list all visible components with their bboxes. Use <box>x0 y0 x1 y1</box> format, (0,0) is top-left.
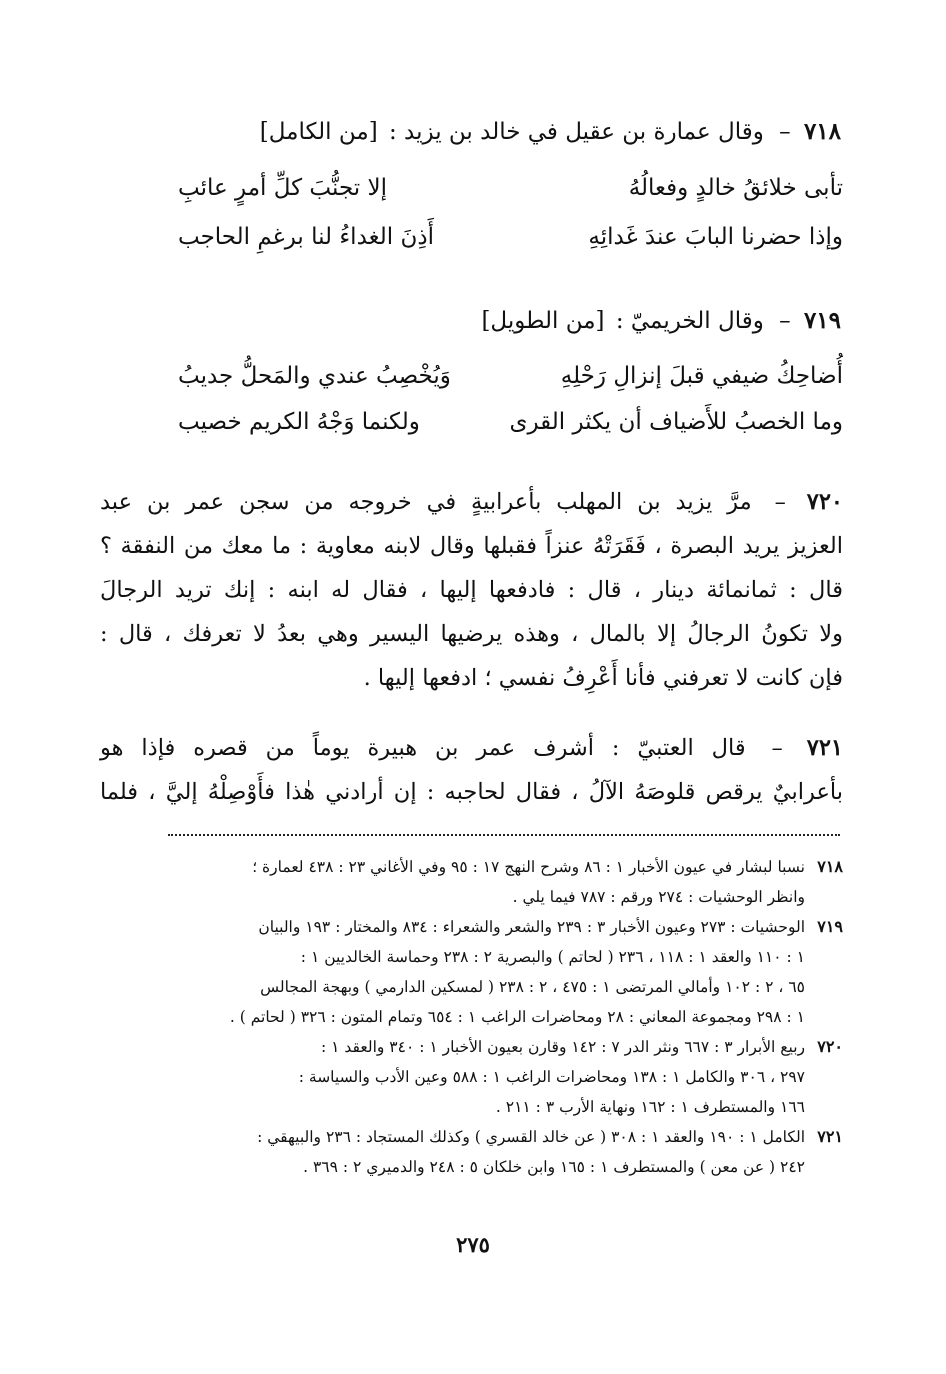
footnote-line: ١ : ٢٩٨ ومجموعة المعاني : ٢٨ ومحاضرات الراغب ١ : ٦٥٤ وتمام المتون : ٣٢٦ ( لحاتم ) . <box>229 1008 805 1026</box>
entry-number: ٧٢١ <box>806 735 843 761</box>
prose-line: فإن كانت لا تعرفني فأنا أَعْرِفُ نفسي ؛ ادفعها إليها . <box>363 665 843 691</box>
footnote-divider <box>168 834 840 836</box>
entry-720-paragraph <box>100 480 843 700</box>
footnote-line: ١ : ١١٠ والعقد ١ : ١١٨ ، ٢٣٦ ( لحاتم ) والبصرية ٢ : ٢٣٨ وحماسة الخالديين ١ : <box>300 948 805 966</box>
footnote-line: نسبا لبشار في عيون الأخبار ١ : ٨٦ وشرح النهج ١٧ : ٩٥ وفي الأغاني ٢٣ : ٤٣٨ لعمارة ؛ <box>252 858 805 876</box>
entry-number: ٧٢٠ <box>806 489 844 515</box>
entry-title: وقال الخريميّ : <box>615 308 764 334</box>
prose-line: بأعرابيٌ يرقص قلوصَهُ الآلُ ، فقال لحاجبه : إن أرادني هٰذا فأَوْصِلْهُ إليَّ ، فلما <box>100 779 843 805</box>
footnote-line: ربيع الأبرار ٣ : ٦٦٧ ونثر الدر ٧ : ١٤٢ وقارن بعيون الأخبار ١ : ٣٤٠ والعقد ١ : <box>320 1038 805 1056</box>
verse-line <box>178 360 843 392</box>
meter-label: [من الطويل] <box>481 308 605 334</box>
footnote-718 <box>100 852 843 912</box>
hemistich-first: وما الخصبُ للأَضياف أن يكثر القرى <box>509 409 843 435</box>
entry-dash: – <box>779 308 791 334</box>
footnote-line: الكامل ١ : ١٩٠ والعقد ١ : ٣٠٨ ( عن خالد القسري ) وكذلك المستجاد : ٢٣٦ والبيهقي : <box>257 1128 805 1146</box>
entry-718-heading <box>260 116 841 148</box>
verse-line <box>178 172 843 204</box>
entry-dash: – <box>779 119 791 145</box>
footnote-line: ٢٩٧ ، ٣٠٦ والكامل ١ : ١٣٨ ومحاضرات الراغب ١ : ٥٨٨ وعين الأدب والسياسة : <box>298 1068 805 1086</box>
entry-721-paragraph <box>100 726 843 814</box>
entry-number: ٧١٨ <box>803 118 841 145</box>
footnote-719 <box>100 912 843 1032</box>
footnote-line: وانظر الوحشيات : ٢٧٤ ورقم : ٧٨٧ فيما يلي . <box>512 888 805 906</box>
verse-line <box>178 406 843 438</box>
meter-label: [من الكامل] <box>259 119 378 145</box>
footnote-number: ٧٢١ <box>817 1127 843 1146</box>
entry-719-heading <box>481 305 841 337</box>
hemistich-second: إلا تجنُّبَ كلِّ أمرٍ عائبِ <box>178 175 388 201</box>
footnote-line: الوحشيات : ٢٧٣ وعيون الأخبار ٣ : ٢٣٩ والشعر والشعراء : ٨٣٤ والمختار : ١٩٣ والبيان <box>258 918 805 936</box>
prose-line: العزيز يريد البصرة ، فَقَرَتْهُ عنزاً فقبلها وقال لابنه معاوية : ما معك من النفقة ؟ <box>100 533 843 559</box>
page-number: ٢٧٥ <box>456 1232 490 1257</box>
footnotes <box>100 852 843 1182</box>
hemistich-first: أُضاحِكُ ضيفي قبلَ إنزالِ رَحْلِهِ <box>560 363 843 389</box>
prose-text: قال العتبيّ : أشرف عمر بن هبيرة يوماً من قصره فإذا هو <box>100 735 746 761</box>
prose-line <box>100 480 843 524</box>
footnote-number: ٧١٨ <box>817 857 843 876</box>
footnote-721 <box>100 1122 843 1182</box>
entry-number: ٧١٩ <box>803 307 841 334</box>
verse-line <box>178 221 843 253</box>
footnote-line: ٢٤٢ ( عن معن ) والمستطرف ١ : ١٦٥ وابن خلكان ٥ : ٢٤٨ والدميري ٢ : ٣٦٩ . <box>303 1158 805 1176</box>
footnote-line: ١٦٦ والمستطرف ١ : ١٦٢ ونهاية الأرب ٣ : ٢١١ . <box>495 1098 805 1116</box>
footnote-720 <box>100 1032 843 1122</box>
hemistich-second: ولكنما وَجْهُ الكريم خصيب <box>178 409 420 435</box>
hemistich-first: وإذا حضرنا البابَ عندَ غَدائِهِ <box>588 224 843 250</box>
prose-line: قال : ثمانمائة دينار ، قال : فادفعها إليها ، فقال له ابنه : إنك تريد الرجالَ <box>100 577 843 603</box>
prose-line: ولا تكونُ الرجالُ إلا بالمال ، وهذه يرضيها اليسير وهي بعدُ لا تعرفك ، قال : <box>100 621 843 647</box>
entry-dash: – <box>774 489 786 515</box>
footnote-number: ٧٢٠ <box>817 1037 843 1056</box>
footnote-number: ٧١٩ <box>817 917 843 936</box>
footnote-line: ٦٥ ، ٢ : ١٠٢ وأمالي المرتضى ١ : ٤٧٥ ، ٢ : ٢٣٨ ( لمسكين الدارمي ) وبهجة المجالس <box>260 978 805 996</box>
hemistich-second: أَذِنَ الغداءُ لنا برغمِ الحاجب <box>178 224 434 250</box>
prose-line <box>100 726 843 770</box>
hemistich-first: تأبى خلائقُ خالدٍ وفعالُهُ <box>628 175 843 201</box>
prose-text: مرَّ يزيد بن المهلب بأعرابيةٍ في خروجه من سجن عمر بن عبد <box>100 489 752 515</box>
hemistich-second: وَيُخْصِبُ عندي والمَحلُّ جديبُ <box>178 363 451 389</box>
entry-dash: – <box>771 735 783 761</box>
entry-title: وقال عمارة بن عقيل في خالد بن يزيد : <box>388 119 764 145</box>
